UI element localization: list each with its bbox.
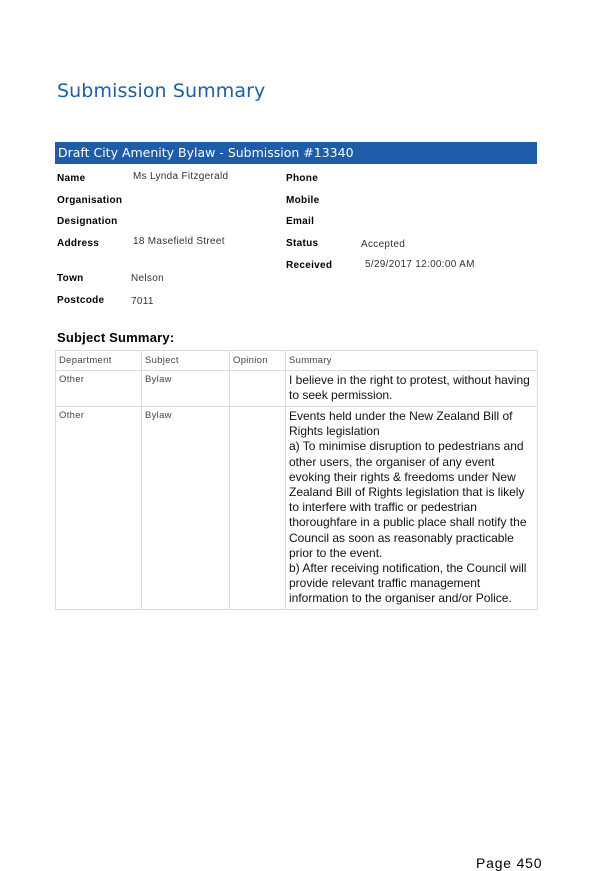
received-value: 5/29/2017 12:00:00 AM (365, 259, 475, 270)
received-label: Received (286, 260, 333, 271)
col-summary: Summary (286, 351, 538, 371)
cell-department: Other (56, 407, 142, 610)
status-value: Accepted (361, 239, 406, 250)
email-label: Email (286, 216, 315, 227)
phone-label: Phone (286, 173, 319, 184)
status-label: Status (286, 238, 319, 249)
address-value: 18 Masefield Street (133, 236, 225, 247)
table-row (56, 371, 538, 407)
cell-department: Other (56, 371, 142, 407)
mobile-label: Mobile (286, 195, 320, 206)
name-label: Name (57, 173, 86, 184)
organisation-label: Organisation (57, 195, 123, 206)
col-opinion: Opinion (230, 351, 286, 371)
town-value: Nelson (131, 273, 164, 284)
col-subject: Subject (142, 351, 230, 371)
postcode-value: 7011 (131, 296, 154, 307)
postcode-label: Postcode (57, 295, 105, 306)
name-value: Ms Lynda Fitzgerald (133, 171, 229, 182)
subject-summary-heading: Subject Summary: (57, 330, 175, 345)
page-number: Page 450 (476, 855, 543, 871)
col-department: Department (56, 351, 142, 371)
cell-opinion (230, 371, 286, 407)
designation-label: Designation (57, 216, 118, 227)
cell-summary: I believe in the right to protest, without having to seek permission. (286, 371, 538, 407)
town-label: Town (57, 273, 84, 284)
table-header-row (56, 351, 538, 371)
cell-subject: Bylaw (142, 407, 230, 610)
cell-subject: Bylaw (142, 371, 230, 407)
cell-summary: Events held under the New Zealand Bill of Rights legislation a) To minimise disruption to pedestrians and other users, the organiser of any event evoking their rights & freedoms under New Zealand Bill of Rights legislation that is likely to interfere with traffic or pedestrian thoroughfare in a public place shall notify the Council as soon as reasonably practicable prior to the event. b) After receiving notification, the Council will provide relevant traffic management information to the organiser and/or Police. (286, 407, 538, 610)
cell-opinion (230, 407, 286, 610)
table-row (56, 407, 538, 610)
page-title: Submission Summary (57, 80, 266, 102)
submission-banner: Draft City Amenity Bylaw - Submission #13340 (55, 142, 537, 164)
subject-table (55, 350, 538, 610)
address-label: Address (57, 238, 100, 249)
